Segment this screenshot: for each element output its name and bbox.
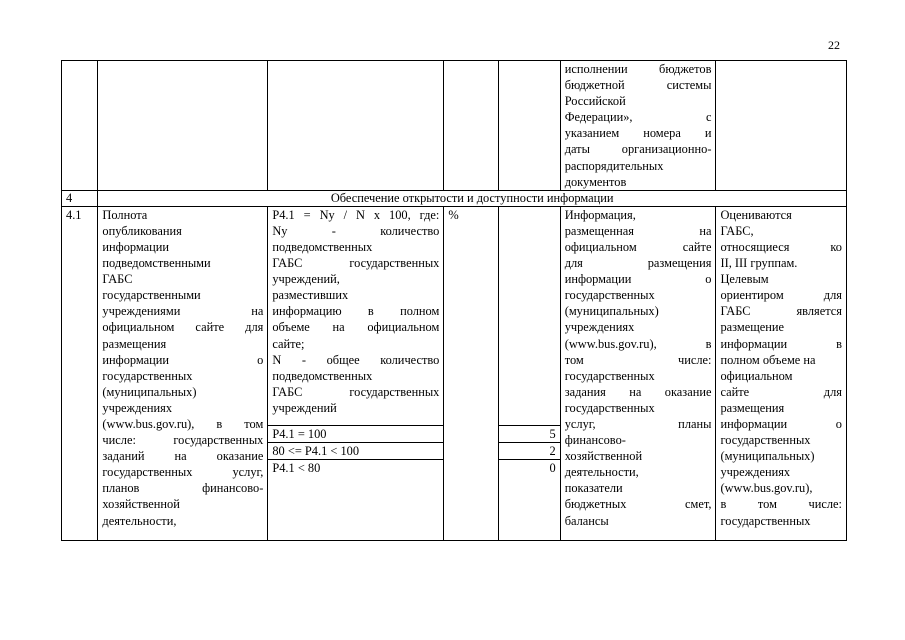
cont-cell-number bbox=[62, 61, 98, 191]
indicator-number: 4.1 bbox=[62, 206, 98, 540]
criteria-condition: P4.1 = 100 bbox=[268, 425, 444, 442]
criteria-table bbox=[61, 60, 847, 541]
indicator-name: Полнота опубликования информации подведомственными ГАБС государственными учреждениями на официальном сайте для размещения информации о государственных (муниципальных) учреждениях (www.bus.gov.ru), в том числе: государственных заданий на оказание государственных услуг, планов финансово- хозяйственной деятельности, bbox=[98, 206, 268, 540]
cont-cell-score bbox=[498, 61, 560, 191]
indicator-row bbox=[62, 206, 847, 425]
cont-cell-note bbox=[716, 61, 847, 191]
indicator-note: Оцениваются ГАБС, относящиеся ко II, III группам. Целевым ориентиром для ГАБС является размещение информации в полном объеме на официальном сайте для размещения информации о государственных (муниципальных) учреждениях (www.bus.gov.ru), в том числе: государственных bbox=[716, 206, 847, 540]
cont-cell-unit bbox=[444, 61, 499, 191]
section-number: 4 bbox=[62, 190, 98, 206]
section-title: Обеспечение открытости и доступности информации bbox=[98, 190, 847, 206]
criteria-condition: P4.1 < 80 bbox=[268, 459, 444, 540]
indicator-score-empty bbox=[498, 206, 560, 425]
indicator-unit: % bbox=[444, 206, 499, 540]
indicator-source: Информация, размещенная на официальном сайте для размещения информации о государственных (муниципальных) учреждениях (www.bus.gov.ru), в том числе: государственных задания на оказание государственных услуг, планы финансово- хозяйственной деятельности, показатели бюджетных смет, балансы bbox=[560, 206, 716, 540]
indicator-formula: P4.1 = Ny / N x 100, где: Ny - количество подведомственных ГАБС государственных учреждений, разместивших информацию в полном объеме на официальном сайте; N - общее количество подведомственных ГАБС государственных учреждений bbox=[268, 206, 444, 425]
criteria-score: 2 bbox=[498, 442, 560, 459]
cont-cell-name bbox=[98, 61, 268, 191]
continuation-row bbox=[62, 61, 847, 191]
section-header-row bbox=[62, 190, 847, 206]
criteria-condition: 80 <= P4.1 < 100 bbox=[268, 442, 444, 459]
criteria-score: 0 bbox=[498, 459, 560, 540]
criteria-score: 5 bbox=[498, 425, 560, 442]
cont-cell-source: исполнении бюджетов бюджетной системы Российской Федерации», с указанием номера и даты организационно- распорядительных документов bbox=[560, 61, 716, 191]
page-number: 22 bbox=[828, 38, 840, 52]
cont-cell-formula bbox=[268, 61, 444, 191]
